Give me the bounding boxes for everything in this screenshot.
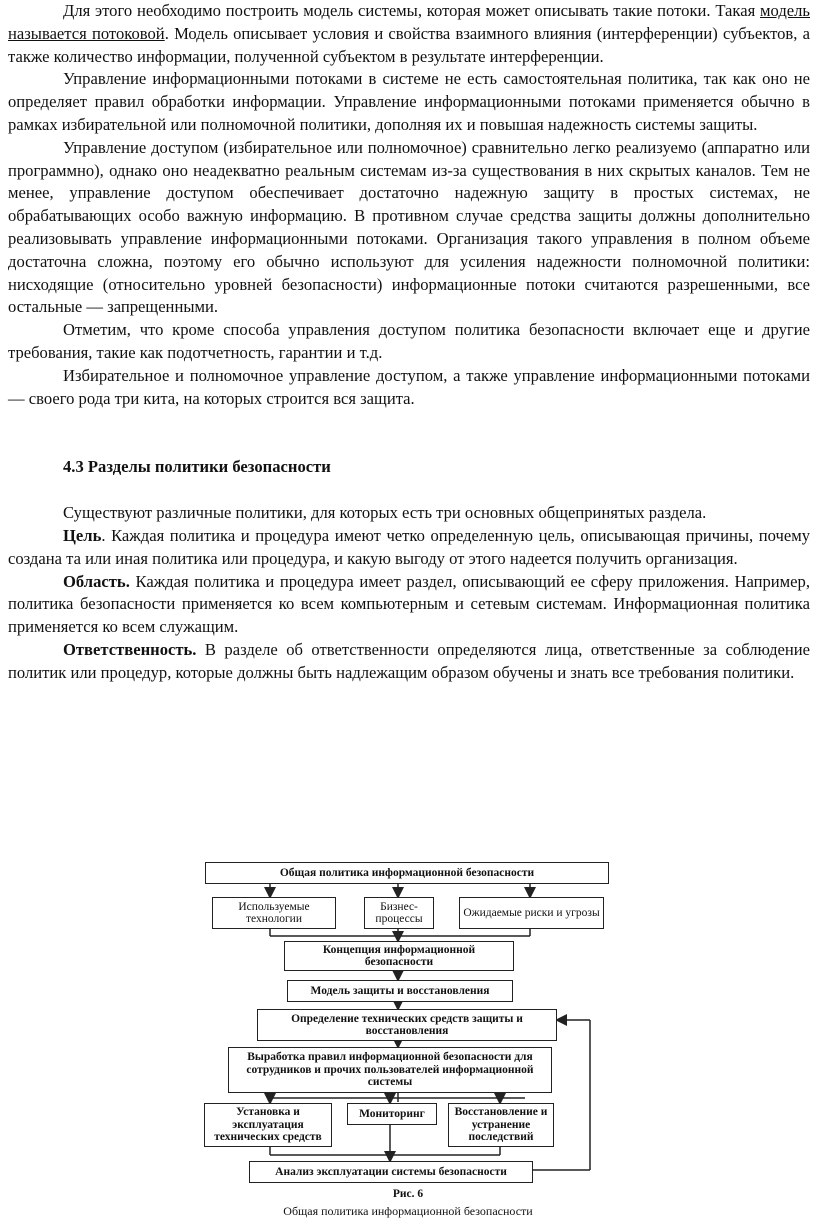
paragraph-access-control: Управление доступом (избирательное или полномочное) сравнительно легко реализуемо (аппаратно или программно), однако оно неадекватно реальным системам из-за существования в них скрытых каналов. Тем не менее, управление доступом обеспечивает достаточно надежную защиту в простых системах, не обрабатывающих особо важную информацию. В противном случае средства защиты должны дополнительно реализовывать управление информационными потоками. Организация такого управления в полном объеме достаточна сложна, поэтому его обычно используют для усиления надежности полномочной политики: нисходящие (относительно уровней безопасности) информационные потоки считаются разрешенными, все остальные — запрещенными.: [8, 137, 810, 317]
security-policy-diagram: [0, 856, 816, 1227]
technical-means-box: Определение технических средств защиты и восстановления: [257, 1009, 557, 1041]
paragraph-flow-management: Управление информационными потоками в системе не есть самостоятельная политика, так как оно не определяет правил обработки информации. Управление информационными потоками применяется обычно в рамках избирательной или полномочной политики, дополняя их и повышая надежность системы защиты.: [8, 69, 810, 134]
term-scope: Область.: [63, 571, 130, 591]
paragraph-text: . Модель описывает условия и свойства взаимного влияния (интерференции) субъектов, а также количество информации, полученной субъектом в результате интерференции.: [8, 23, 810, 66]
underlined-term: модель называется потоковой: [8, 1, 810, 43]
concept-box: Концепция информационной безопасности: [284, 941, 514, 971]
technologies-box: Используемые технологии: [212, 897, 336, 929]
paragraph-text: Каждая политика и процедура имеет раздел, описывающий ее сферу приложения. Например, политика безопасности применяется ко всем компьютерным и сетевым системам. Информационная политика применяется ко всем служащим.: [8, 571, 810, 637]
figure-number: Рис. 6: [392, 1188, 424, 1200]
paragraph-three-whales: Избирательное и полномочное управление доступом, а также управление информационными потоками — своего рода три кита, на которых строится вся защита.: [8, 365, 810, 408]
general-policy-box: Общая политика информационной безопасности: [205, 862, 609, 884]
monitoring-box: Мониторинг: [347, 1103, 437, 1125]
installation-box: Установка и эксплуатация технических средств: [204, 1103, 332, 1147]
paragraph-responsibility: [8, 639, 810, 685]
protection-model-box: Модель защиты и восстановления: [287, 980, 513, 1002]
analysis-box: Анализ эксплуатации системы безопасности: [249, 1161, 533, 1183]
rules-box: Выработка правил информационной безопасности для сотрудников и прочих пользователей информационной системы: [228, 1047, 552, 1093]
paragraph-scope: [8, 571, 810, 639]
paragraph-goal: [8, 525, 810, 571]
risks-box: Ожидаемые риски и угрозы: [459, 897, 604, 929]
paragraph-other-requirements: Отметим, что кроме способа управления доступом политика безопасности включает еще и другие требования, такие как подотчетность, гарантии и т.д.: [8, 320, 810, 362]
paragraph-text: . Каждая политика и процедура имеют четко определенную цель, описывающая причины, почему создана та или иная политика или процедура, и какую выгоду от этого надеется получить организация.: [8, 525, 810, 568]
term-responsibility: Ответственность.: [63, 639, 197, 659]
document-body: [8, 0, 810, 685]
section-heading: 4.3 Разделы политики безопасности: [63, 457, 331, 477]
paragraph-text: В разделе об ответственности определяются лица, ответственные за соблюдение политик или процедур, которые должны быть надлежащим образом обучены и знать все требования политики.: [8, 639, 810, 682]
paragraph-text: Для этого необходимо построить модель системы, которая может описывать такие потоки. Такая: [63, 1, 761, 20]
paragraph-sections-intro: Существуют различные политики, для которых есть три основных общепринятых раздела.: [63, 503, 707, 523]
paragraph-flow-model: [8, 0, 810, 68]
figure-caption: Общая политика информационной безопасности: [283, 1204, 533, 1218]
term-goal: Цель: [63, 525, 102, 545]
business-processes-box: Бизнес-процессы: [364, 897, 434, 929]
recovery-box: Восстановление и устранение последствий: [448, 1103, 554, 1147]
